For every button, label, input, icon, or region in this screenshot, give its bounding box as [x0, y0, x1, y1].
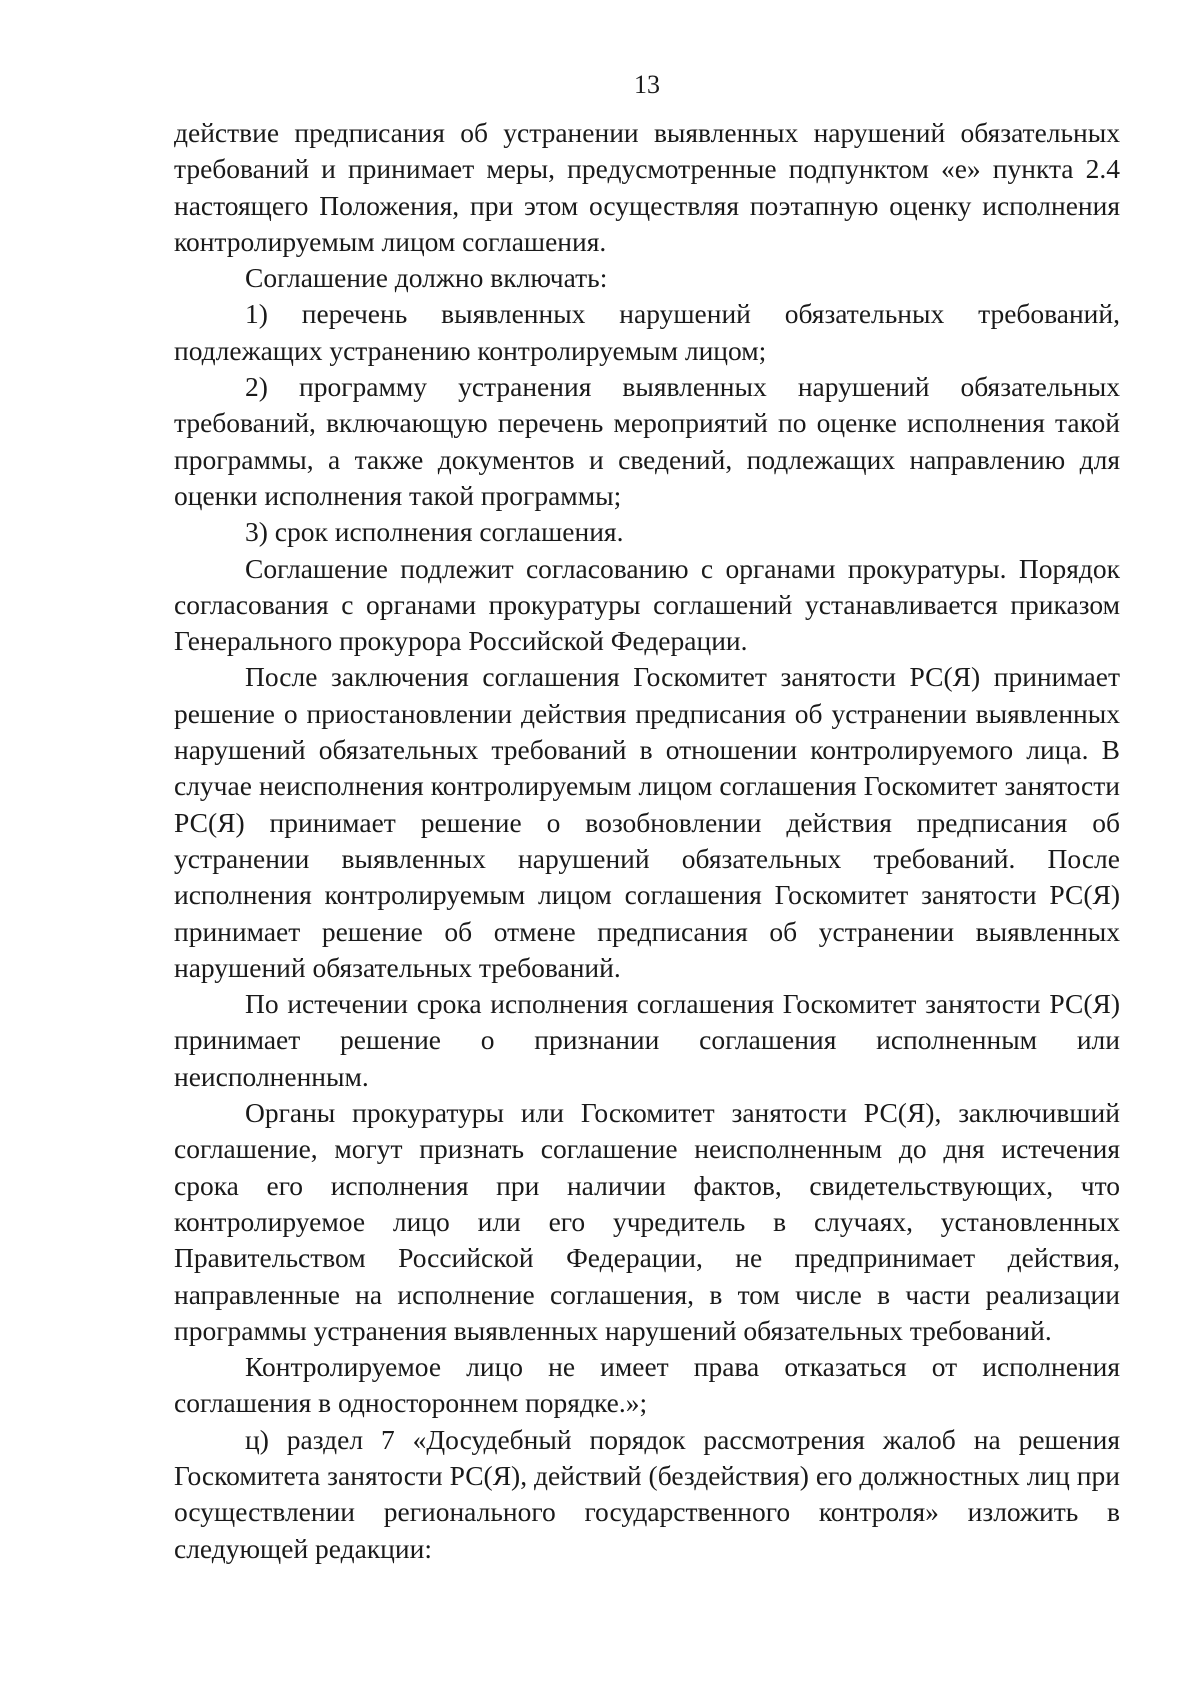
paragraph-section-7-amendment: ц) раздел 7 «Досудебный порядок рассмотрения жалоб на решения Госкомитета занятости РС(Я), действий (бездействия) его должностных лиц при осуществлении регионального государственного контроля» изложить в следующей редакции:	[174, 1423, 1120, 1564]
document-body	[174, 115, 1120, 1567]
list-item-1: 1) перечень выявленных нарушений обязательных требований, подлежащих устранению контролируемым лицом;	[174, 298, 1120, 366]
page-number: 13	[634, 70, 660, 99]
list-item-2: 2) программу устранения выявленных нарушений обязательных требований, включающую перечень мероприятий по оценке исполнения такой программы, а также документов и сведений, подлежащих направлению для оценки исполнения такой программы;	[174, 371, 1120, 511]
paragraph-prosecutor-approval: Соглашение подлежит согласованию с органами прокуратуры. Порядок согласования с органами прокуратуры соглашений устанавливается приказом Генерального прокурора Российской Федерации.	[174, 552, 1120, 657]
list-item-3: 3) срок исполнения соглашения.	[245, 516, 624, 548]
paragraph-continuation: действие предписания об устранении выявленных нарушений обязательных требований и принимает меры, предусмотренные подпунктом «е» пункта 2.4 настоящего Положения, при этом осуществляя поэтапную оценку исполнения контролируемым лицом соглашения.	[174, 117, 1120, 257]
paragraph-agreement-must-include: Соглашение должно включать:	[245, 262, 608, 294]
paragraph-no-unilateral-refusal: Контролируемое лицо не имеет права отказаться от исполнения соглашения в одностороннем порядке.»;	[174, 1351, 1120, 1419]
paragraph-term-expiry: По истечении срока исполнения соглашения Госкомитет занятости РС(Я) принимает решение о признании соглашения исполненным или неисполненным.	[174, 988, 1120, 1092]
paragraph-after-agreement: После заключения соглашения Госкомитет занятости РС(Я) принимает решение о приостановлении действия предписания об устранении выявленных нарушений обязательных требований в отношении контролируемого лица. В случае неисполнения контролируемым лицом соглашения Госкомитет занятости РС(Я) принимает решение о возобновлении действия предписания об устранении выявленных нарушений обязательных требований. После исполнения контролируемым лицом соглашения Госкомитет занятости РС(Я) принимает решение об отмене предписания об устранении выявленных нарушений обязательных требований.	[174, 661, 1120, 983]
paragraph-early-non-fulfillment: Органы прокуратуры или Госкомитет занятости РС(Я), заключивший соглашение, могут признать соглашение неисполненным до дня истечения срока его исполнения при наличии фактов, свидетельствующих, что контролируемое лицо или его учредитель в случаях, установленных Правительством Российской Федерации, не предпринимает действия, направленные на исполнение соглашения, в том числе в части реализации программы устранения выявленных нарушений обязательных требований.	[174, 1097, 1120, 1346]
